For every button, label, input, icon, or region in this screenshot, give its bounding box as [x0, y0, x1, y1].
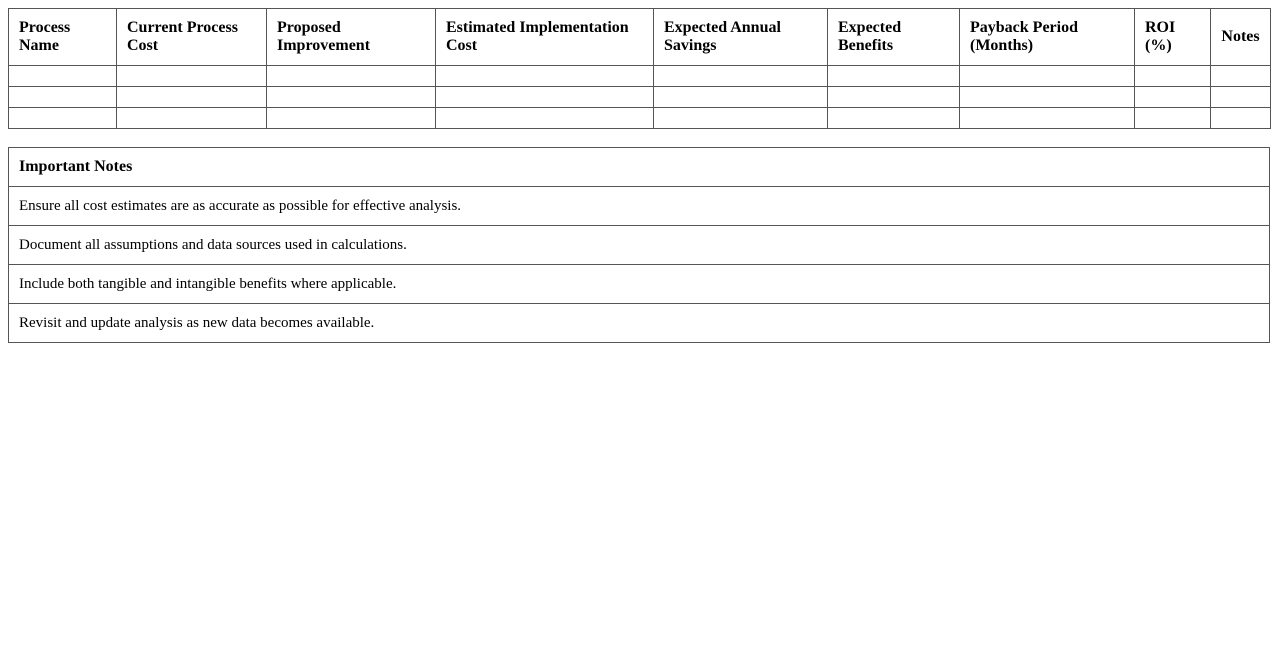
table-cell[interactable] — [1135, 87, 1211, 108]
column-header-current-process-cost: Current Process Cost — [117, 9, 267, 66]
table-cell[interactable] — [828, 108, 960, 129]
table-cell[interactable] — [1211, 87, 1271, 108]
table-cell[interactable] — [117, 66, 267, 87]
table-row — [9, 87, 1271, 108]
column-header-roi: ROI (%) — [1135, 9, 1211, 66]
table-cell[interactable] — [1135, 66, 1211, 87]
table-cell[interactable] — [9, 66, 117, 87]
column-header-notes: Notes — [1211, 9, 1271, 66]
table-cell[interactable] — [117, 108, 267, 129]
note-row — [9, 226, 1270, 265]
table-cell[interactable] — [436, 66, 654, 87]
note-row — [9, 187, 1270, 226]
table-cell[interactable] — [828, 66, 960, 87]
table-cell[interactable] — [117, 87, 267, 108]
table-cell[interactable] — [654, 66, 828, 87]
table-cell[interactable] — [1211, 108, 1271, 129]
table-row — [9, 66, 1271, 87]
note-item: Document all assumptions and data sources used in calculations. — [9, 226, 1270, 265]
table-cell[interactable] — [267, 87, 436, 108]
column-header-estimated-implementation-cost: Estimated Implementation Cost — [436, 9, 654, 66]
table-cell[interactable] — [436, 87, 654, 108]
table-cell[interactable] — [960, 87, 1135, 108]
notes-heading: Important Notes — [9, 148, 1270, 187]
table-cell[interactable] — [960, 66, 1135, 87]
table-cell[interactable] — [1211, 66, 1271, 87]
table-cell[interactable] — [1135, 108, 1211, 129]
note-row — [9, 304, 1270, 343]
table-cell[interactable] — [267, 66, 436, 87]
table-row — [9, 108, 1271, 129]
note-item: Include both tangible and intangible benefits where applicable. — [9, 265, 1270, 304]
column-header-process-name: Process Name — [9, 9, 117, 66]
table-cell[interactable] — [654, 108, 828, 129]
table-cell[interactable] — [267, 108, 436, 129]
table-cell[interactable] — [960, 108, 1135, 129]
important-notes-table — [8, 147, 1270, 343]
column-header-payback-period: Payback Period (Months) — [960, 9, 1135, 66]
table-cell[interactable] — [828, 87, 960, 108]
table-cell[interactable] — [9, 108, 117, 129]
notes-heading-row — [9, 148, 1270, 187]
table-cell[interactable] — [9, 87, 117, 108]
note-item: Ensure all cost estimates are as accurate as possible for effective analysis. — [9, 187, 1270, 226]
table-cell[interactable] — [436, 108, 654, 129]
note-row — [9, 265, 1270, 304]
column-header-expected-annual-savings: Expected Annual Savings — [654, 9, 828, 66]
column-header-proposed-improvement: Proposed Improvement — [267, 9, 436, 66]
cost-analysis-table — [8, 8, 1271, 129]
table-header-row — [9, 9, 1271, 66]
column-header-expected-benefits: Expected Benefits — [828, 9, 960, 66]
table-cell[interactable] — [654, 87, 828, 108]
note-item: Revisit and update analysis as new data becomes available. — [9, 304, 1270, 343]
document-body — [8, 8, 1270, 343]
